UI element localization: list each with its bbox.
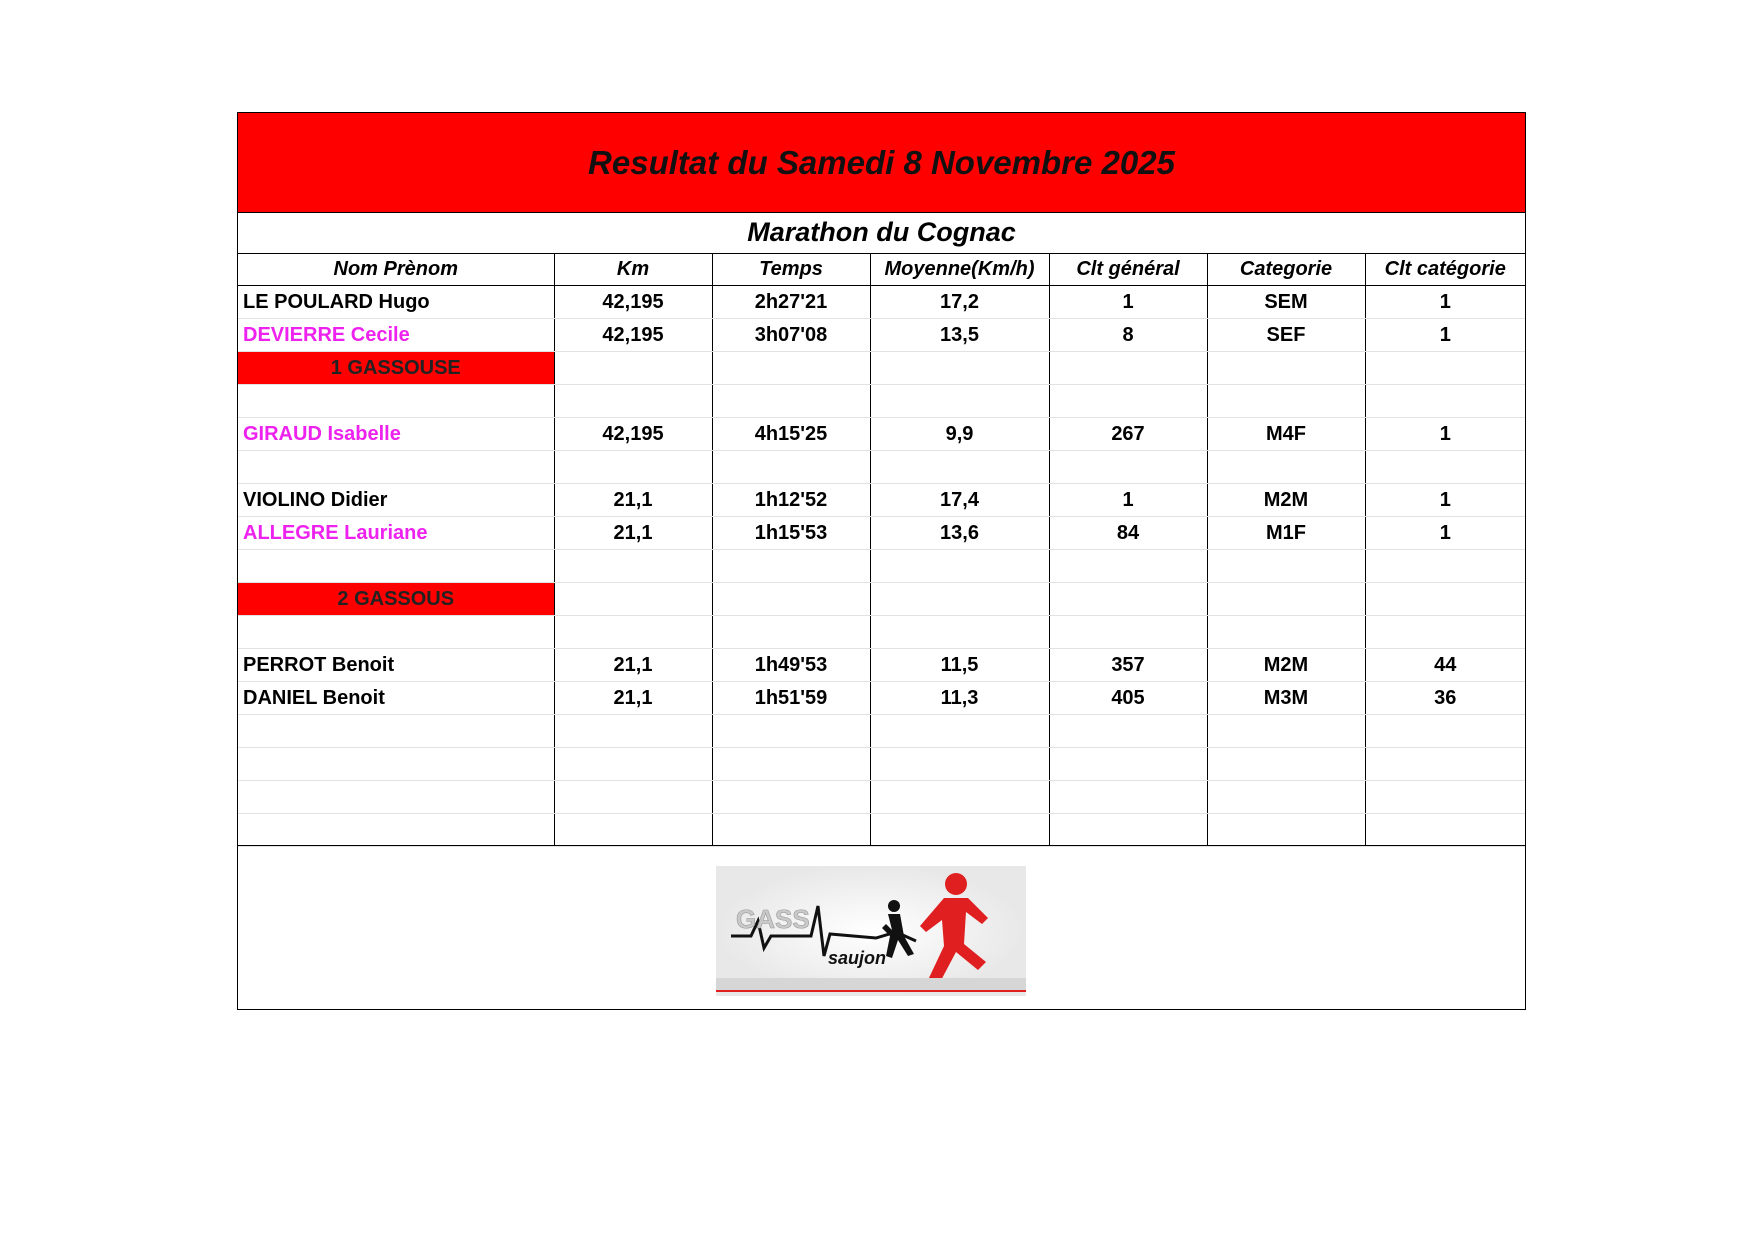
empty-cell [1207,781,1365,814]
empty-cell [1049,583,1207,616]
group-label: 2 GASSOUS [238,583,554,616]
logo-area [238,845,1525,1009]
cell-temps: 1h51'59 [712,682,870,715]
empty-cell [1207,352,1365,385]
empty-cell [1207,550,1365,583]
cell-temps: 4h15'25 [712,418,870,451]
empty-row [238,814,1525,847]
cell-moyenne: 13,5 [870,319,1049,352]
cell-categorie: M1F [1207,517,1365,550]
empty-cell [870,715,1049,748]
cell-clt-general: 1 [1049,286,1207,319]
empty-cell [1207,748,1365,781]
empty-cell [870,748,1049,781]
cell-temps: 1h15'53 [712,517,870,550]
empty-cell [238,385,554,418]
table-row [238,319,1525,352]
cell-categorie: M3M [1207,682,1365,715]
empty-cell [554,715,712,748]
empty-cell [1049,748,1207,781]
cell-moyenne: 17,4 [870,484,1049,517]
empty-cell [554,451,712,484]
empty-cell [1365,715,1525,748]
empty-cell [870,616,1049,649]
empty-cell [1049,451,1207,484]
gass-saujon-logo [716,866,1026,996]
empty-row [238,385,1525,418]
results-body [238,286,1525,847]
empty-cell [870,385,1049,418]
cell-name: VIOLINO Didier [238,484,554,517]
table-row [238,484,1525,517]
cell-categorie: SEF [1207,319,1365,352]
race-name: Marathon du Cognac [238,212,1525,254]
empty-cell [554,748,712,781]
cell-categorie: SEM [1207,286,1365,319]
cell-name: ALLEGRE Lauriane [238,517,554,550]
cell-categorie: M2M [1207,484,1365,517]
empty-cell [1207,583,1365,616]
col-header-moyenne: Moyenne(Km/h) [870,253,1049,286]
cell-categorie: M2M [1207,649,1365,682]
empty-cell [1049,385,1207,418]
cell-clt-categorie: 44 [1365,649,1525,682]
empty-cell [238,814,554,847]
cell-name: PERROT Benoit [238,649,554,682]
cell-km: 21,1 [554,517,712,550]
cell-moyenne: 11,5 [870,649,1049,682]
empty-cell [870,814,1049,847]
empty-cell [1049,814,1207,847]
empty-cell [1365,385,1525,418]
empty-cell [1207,715,1365,748]
empty-cell [712,583,870,616]
empty-cell [238,616,554,649]
group-row [238,352,1525,385]
cell-clt-categorie: 1 [1365,484,1525,517]
results-sheet [237,112,1526,1010]
table-row [238,286,1525,319]
header-row [238,253,1525,286]
empty-cell [554,583,712,616]
empty-cell [1207,616,1365,649]
empty-cell [870,550,1049,583]
cell-km: 42,195 [554,286,712,319]
empty-cell [1365,550,1525,583]
cell-clt-general: 357 [1049,649,1207,682]
cell-km: 42,195 [554,418,712,451]
empty-cell [1207,385,1365,418]
empty-cell [1049,550,1207,583]
page-title: Resultat du Samedi 8 Novembre 2025 [588,143,1175,181]
cell-km: 21,1 [554,682,712,715]
col-header-categorie: Categorie [1207,253,1365,286]
cell-clt-categorie: 1 [1365,418,1525,451]
cell-moyenne: 17,2 [870,286,1049,319]
empty-cell [712,781,870,814]
table-row [238,649,1525,682]
cell-temps: 1h12'52 [712,484,870,517]
logo-gass-text: GASS [736,904,810,934]
cell-km: 21,1 [554,484,712,517]
cell-clt-categorie: 1 [1365,517,1525,550]
empty-cell [554,814,712,847]
empty-cell [870,451,1049,484]
col-header-km: Km [554,253,712,286]
cell-temps: 1h49'53 [712,649,870,682]
empty-cell [554,616,712,649]
empty-cell [712,385,870,418]
empty-cell [1207,451,1365,484]
logo-saujon-text: saujon [828,948,887,968]
col-header-name: Nom Prènom [238,253,554,286]
cell-moyenne: 13,6 [870,517,1049,550]
empty-row [238,781,1525,814]
empty-cell [554,550,712,583]
empty-cell [1049,781,1207,814]
table-row [238,517,1525,550]
col-header-temps: Temps [712,253,870,286]
empty-cell [712,616,870,649]
empty-cell [712,814,870,847]
empty-cell [712,352,870,385]
empty-cell [238,451,554,484]
cell-name: DEVIERRE Cecile [238,319,554,352]
empty-cell [238,715,554,748]
cell-moyenne: 11,3 [870,682,1049,715]
cell-clt-categorie: 1 [1365,319,1525,352]
cell-categorie: M4F [1207,418,1365,451]
empty-row [238,715,1525,748]
empty-cell [238,748,554,781]
col-header-clt-general: Clt général [1049,253,1207,286]
empty-cell [1049,715,1207,748]
col-header-clt-categorie: Clt catégorie [1365,253,1525,286]
cell-temps: 2h27'21 [712,286,870,319]
cell-clt-general: 405 [1049,682,1207,715]
empty-cell [238,550,554,583]
results-table [238,253,1525,847]
cell-km: 21,1 [554,649,712,682]
empty-cell [870,583,1049,616]
cell-name: LE POULARD Hugo [238,286,554,319]
cell-name: GIRAUD Isabelle [238,418,554,451]
empty-cell [554,781,712,814]
cell-km: 42,195 [554,319,712,352]
cell-clt-general: 267 [1049,418,1207,451]
cell-clt-categorie: 1 [1365,286,1525,319]
empty-cell [712,748,870,781]
empty-cell [1207,814,1365,847]
empty-row [238,616,1525,649]
empty-row [238,550,1525,583]
group-label: 1 GASSOUSE [238,352,554,385]
group-row [238,583,1525,616]
cell-name: DANIEL Benoit [238,682,554,715]
table-row [238,418,1525,451]
cell-clt-categorie: 36 [1365,682,1525,715]
empty-cell [870,781,1049,814]
empty-cell [712,715,870,748]
empty-cell [1365,748,1525,781]
empty-cell [1049,616,1207,649]
cell-moyenne: 9,9 [870,418,1049,451]
empty-cell [870,352,1049,385]
empty-cell [554,352,712,385]
empty-cell [238,781,554,814]
empty-cell [1365,781,1525,814]
empty-cell [554,385,712,418]
empty-cell [1365,583,1525,616]
empty-row [238,748,1525,781]
empty-row [238,451,1525,484]
empty-cell [712,550,870,583]
empty-cell [1365,352,1525,385]
empty-cell [1365,814,1525,847]
cell-clt-general: 8 [1049,319,1207,352]
cell-clt-general: 84 [1049,517,1207,550]
cell-temps: 3h07'08 [712,319,870,352]
cell-clt-general: 1 [1049,484,1207,517]
empty-cell [1049,352,1207,385]
table-row [238,682,1525,715]
empty-cell [1365,616,1525,649]
title-band [238,113,1525,213]
empty-cell [712,451,870,484]
empty-cell [1365,451,1525,484]
